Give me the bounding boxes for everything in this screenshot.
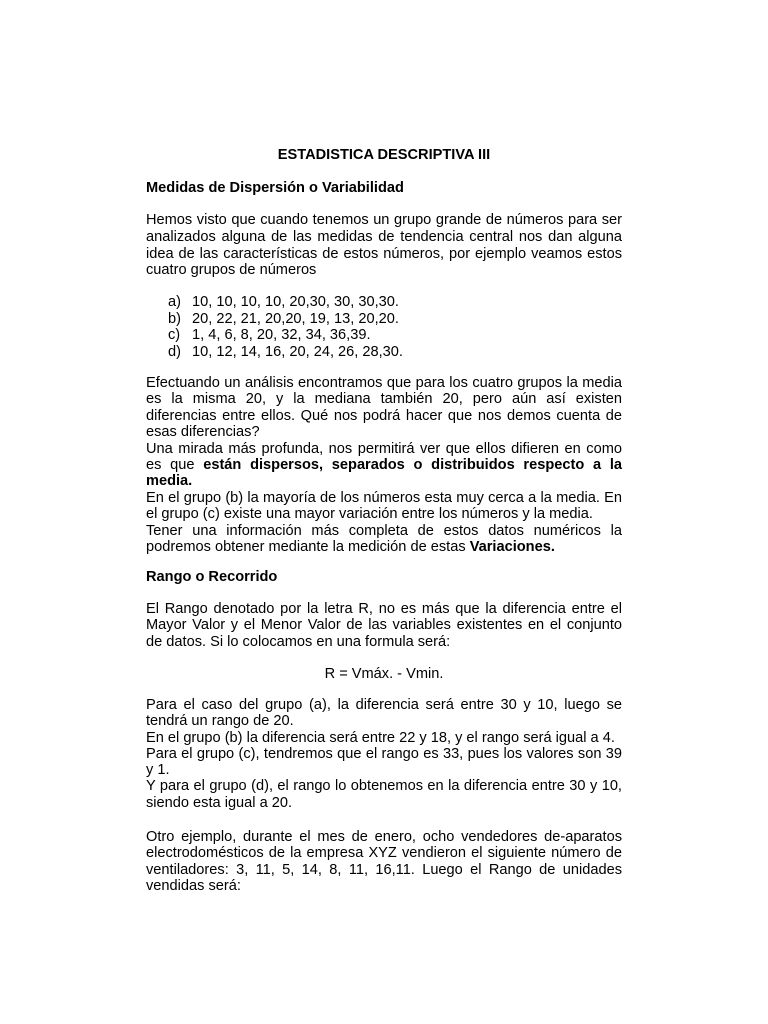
analysis-paragraph-4: [146, 523, 622, 556]
section-heading-rango: Rango o Recorrido: [146, 569, 278, 585]
rango-formula: R = Vmáx. - Vmin.: [324, 666, 444, 682]
list-item: [168, 294, 622, 311]
example-paragraph: Otro ejemplo, durante el mes de enero, ocho vendedores de-aparatos electrodomésticos de la empresa XYZ vendieron el siguiente número de ventiladores: 3, 11, 5, 14, 8, 11, 16,11. Luego el Rango de unidades vendidas será:: [146, 829, 622, 895]
analysis-paragraph-2: [146, 441, 622, 490]
case-group-c: Para el grupo (c), tendremos que el rango es 33, pues los valores son 39 y 1.: [146, 745, 622, 779]
list-item: [168, 311, 622, 328]
rango-cases: [146, 697, 622, 811]
analysis-paragraph-1: Efectuando un análisis encontramos que para los cuatro grupos la media es la misma 20, y la mediana también 20, pero aún así existen diferencias entre ellos. Qué nos podrá hacer que nos demos cuenta de esas diferencias?: [146, 375, 622, 441]
list-item: [168, 327, 622, 344]
analysis-block: [146, 375, 622, 555]
case-group-b: En el grupo (b) la diferencia será entre 22 y 18, y el rango será igual a 4.: [146, 729, 615, 746]
intro-paragraph: Hemos visto que cuando tenemos un grupo grande de números para ser analizados alguna de las medidas de tendencia central nos dan alguna idea de las características de estos números, por ejemplo veamos estos cuatro grupos de números: [146, 212, 622, 279]
list-values: 10, 12, 14, 16, 20, 24, 26, 28,30.: [192, 343, 403, 360]
list-marker: c): [168, 327, 181, 344]
list-marker: d): [168, 343, 181, 360]
case-group-d: Y para el grupo (d), el rango lo obtenemos en la diferencia entre 30 y 10, siendo esta igual a 20.: [146, 778, 622, 811]
list-values: 10, 10, 10, 10, 20,30, 30, 30,30.: [192, 294, 399, 310]
list-marker: b): [168, 310, 181, 327]
list-values: 20, 22, 21, 20,20, 19, 13, 20,20.: [192, 310, 399, 327]
list-item: [168, 344, 622, 361]
analysis-paragraph-4-text: Tener una información más completa de estos datos numéricos la podremos obtener mediante la medición de estas: [146, 522, 622, 556]
analysis-paragraph-2-text: Una mirada más profunda, nos permitirá ver que ellos difieren en como es que: [146, 440, 622, 474]
section-heading-dispersion: Medidas de Dispersión o Variabilidad: [146, 180, 404, 196]
analysis-paragraph-3: En el grupo (b) la mayoría de los números esta muy cerca a la media. En el grupo (c) existe una mayor variación entre los números y la media.: [146, 489, 622, 523]
document-title: ESTADISTICA DESCRIPTIVA III: [277, 147, 491, 163]
list-values: 1, 4, 6, 8, 20, 32, 34, 36,39.: [192, 327, 371, 344]
groups-list: [168, 294, 622, 360]
case-group-a: Para el caso del grupo (a), la diferencia será entre 30 y 10, luego se tendrá un rango de 20.: [146, 697, 622, 730]
rango-definition: El Rango denotado por la letra R, no es más que la diferencia entre el Mayor Valor y el Menor Valor de las variables existentes en el conjunto de datos. Si lo colocamos en una formula será:: [146, 601, 622, 650]
list-marker: a): [168, 294, 181, 310]
analysis-paragraph-4-emphasis: Variaciones.: [469, 539, 555, 556]
analysis-paragraph-2-emphasis: están dispersos, separados o distribuidos respecto a la media.: [146, 457, 622, 490]
